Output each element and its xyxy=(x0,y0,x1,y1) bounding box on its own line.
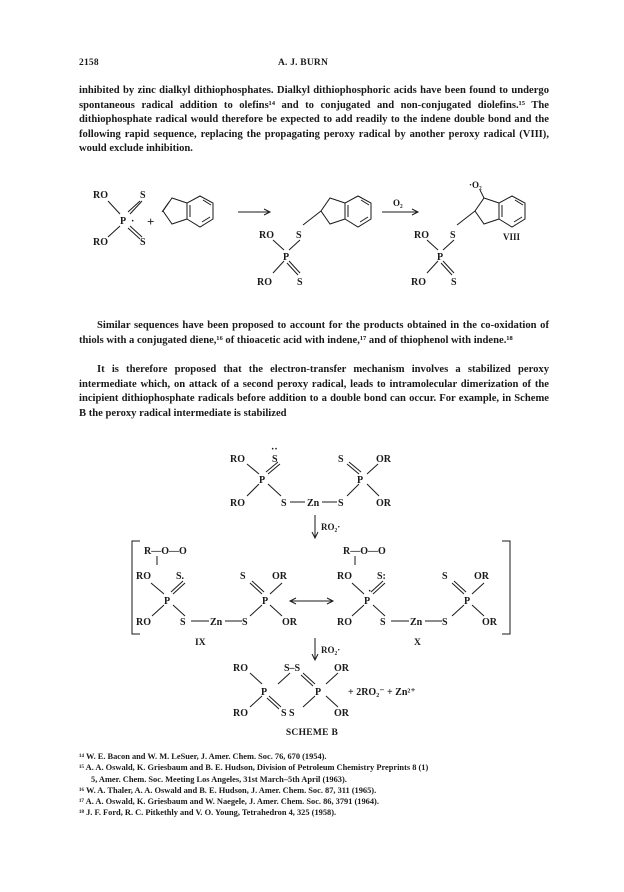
label-ro: RO xyxy=(414,230,429,241)
peroxy-radical-label: ·O₂ xyxy=(469,180,482,190)
label-ro: RO xyxy=(411,277,426,288)
label-p: P xyxy=(357,475,364,486)
label-roo: R—O—O xyxy=(144,546,187,557)
label-or: OR xyxy=(376,454,391,465)
paragraph-2: Similar sequences have been proposed to account for the products obtained in the co-oxidation of thiols with a conjugated diene,¹⁶ of thioacetic acid with indene,¹⁷ and of thiophenol with indene.¹⁸ xyxy=(79,320,549,346)
label-p: P xyxy=(120,216,127,227)
label-zn: Zn xyxy=(307,498,320,509)
footnote: ¹⁶ W. A. Thaler, A. A. Oswald and B. E. Hudson, J. Amer. Chem. Soc. 87, 311 (1965). xyxy=(79,785,377,795)
label-s: S xyxy=(296,230,302,241)
label-ro: RO xyxy=(136,571,151,582)
label-ro: RO xyxy=(136,617,151,628)
compound-label-viii: VIII xyxy=(503,232,521,242)
label-p: P xyxy=(315,687,322,698)
label-s: S xyxy=(180,617,186,628)
radical-dot: · xyxy=(131,216,135,227)
reaction-scheme-b xyxy=(0,440,624,725)
label-p: P xyxy=(464,596,471,607)
label-ro: RO xyxy=(93,190,108,201)
label-s: S xyxy=(442,571,448,582)
footnote: ¹⁸ J. F. Ford, R. C. Pitkethly and V. O. Young, Tetrahedron 4, 325 (1958). xyxy=(79,808,337,818)
label-or: OR xyxy=(282,617,297,628)
label-ro: RO xyxy=(233,663,248,674)
label-or: OR xyxy=(474,571,489,582)
footnote: ¹⁴ W. E. Bacon and W. M. LeSuer, J. Amer. Chem. Soc. 76, 670 (1954). xyxy=(79,752,327,761)
label-s: S xyxy=(338,498,344,509)
label-zn: Zn xyxy=(410,617,423,628)
label-ro: RO xyxy=(93,237,108,248)
label-s: S xyxy=(380,617,386,628)
label-s-s: S–S xyxy=(284,663,301,674)
radical-dot: · xyxy=(368,586,372,597)
label-ro: RO xyxy=(233,708,248,719)
label-s: S xyxy=(338,454,344,465)
lone-pair: ·· xyxy=(271,444,278,455)
plus-sign: + xyxy=(147,214,155,229)
label-s: S xyxy=(140,237,146,248)
label-p: P xyxy=(164,596,171,607)
label-p: P xyxy=(261,687,268,698)
paragraph-3: It is therefore proposed that the electron-transfer mechanism involves a stabilized peroxy intermediate which, on attack of a second peroxy radical, leads to intramolecular dimerization of the incipient dithiophosphate radicals before addition to a double bond can occur. For example, in Scheme B the peroxy radical intermediate is stabilized xyxy=(79,364,549,419)
footnotes xyxy=(79,751,549,819)
label-or: OR xyxy=(272,571,287,582)
label-s: S xyxy=(140,190,146,201)
label-p: P xyxy=(283,252,290,263)
reaction-scheme-a xyxy=(0,170,624,300)
footnote-continuation: 5, Amer. Chem. Soc. Meeting Los Angeles, 31st March–5th April (1963). xyxy=(91,774,347,784)
label-p: P xyxy=(364,596,371,607)
label-ro: RO xyxy=(337,571,352,582)
label-s: S xyxy=(297,277,303,288)
label-s: S xyxy=(442,617,448,628)
label-s: S xyxy=(450,230,456,241)
ro2-reagent: RO₂· xyxy=(321,522,341,532)
footnote: ¹⁵ A. A. Oswald, K. Griesbaum and B. E. Hudson, Division of Petroleum Chemistry Preprints 8 (1) xyxy=(79,763,429,773)
label-ro: RO xyxy=(230,454,245,465)
label-p: P xyxy=(262,596,269,607)
label-or: OR xyxy=(334,708,349,719)
label-ro: RO xyxy=(259,230,274,241)
page-number: 2158 xyxy=(79,58,99,68)
label-ro: RO xyxy=(337,617,352,628)
label-or: OR xyxy=(482,617,497,628)
compound-label-ix: IX xyxy=(195,638,206,648)
label-ro: RO xyxy=(257,277,272,288)
scheme-caption: SCHEME B xyxy=(285,728,339,738)
label-or: OR xyxy=(376,498,391,509)
label-p: P xyxy=(437,252,444,263)
label-s: S xyxy=(272,454,278,465)
label-zn: Zn xyxy=(210,617,223,628)
ro2-reagent: RO₂· xyxy=(321,645,341,655)
label-s: S xyxy=(451,277,457,288)
label-s-space-s: S S xyxy=(281,708,295,719)
label-roo: R—O—O xyxy=(343,546,386,557)
o2-reagent: O₂ xyxy=(393,198,403,208)
paragraph-1: inhibited by zinc dialkyl dithiophosphates. Dialkyl dithiophosphoric acids have been found to undergo spontaneous radical addition to olefins¹⁴ and to conjugated and non-conjugated diolefins.¹⁵ The dithiophosphate radical would therefore be expected to add readily to the indene double bond and the following rapid sequence, replacing the propagating peroxy radical by another peroxy radical (VIII), would exclude inhibition. xyxy=(79,85,549,155)
label-ro: RO xyxy=(230,498,245,509)
label-s-colon: S: xyxy=(377,571,386,582)
label-or: OR xyxy=(334,663,349,674)
footnote: ¹⁷ A. A. Oswald, K. Griesbaum and W. Naegele, J. Amer. Chem. Soc. 86, 3791 (1964). xyxy=(79,797,379,807)
running-head: A. J. BURN xyxy=(278,58,329,68)
label-s: S xyxy=(242,617,248,628)
products-text: + 2RO₂⁻ + Zn²⁺ xyxy=(348,687,416,698)
label-s-dot: S. xyxy=(176,571,185,582)
label-s: S xyxy=(281,498,287,509)
label-s: S xyxy=(240,571,246,582)
label-p: P xyxy=(259,475,266,486)
compound-label-x: X xyxy=(414,638,421,648)
